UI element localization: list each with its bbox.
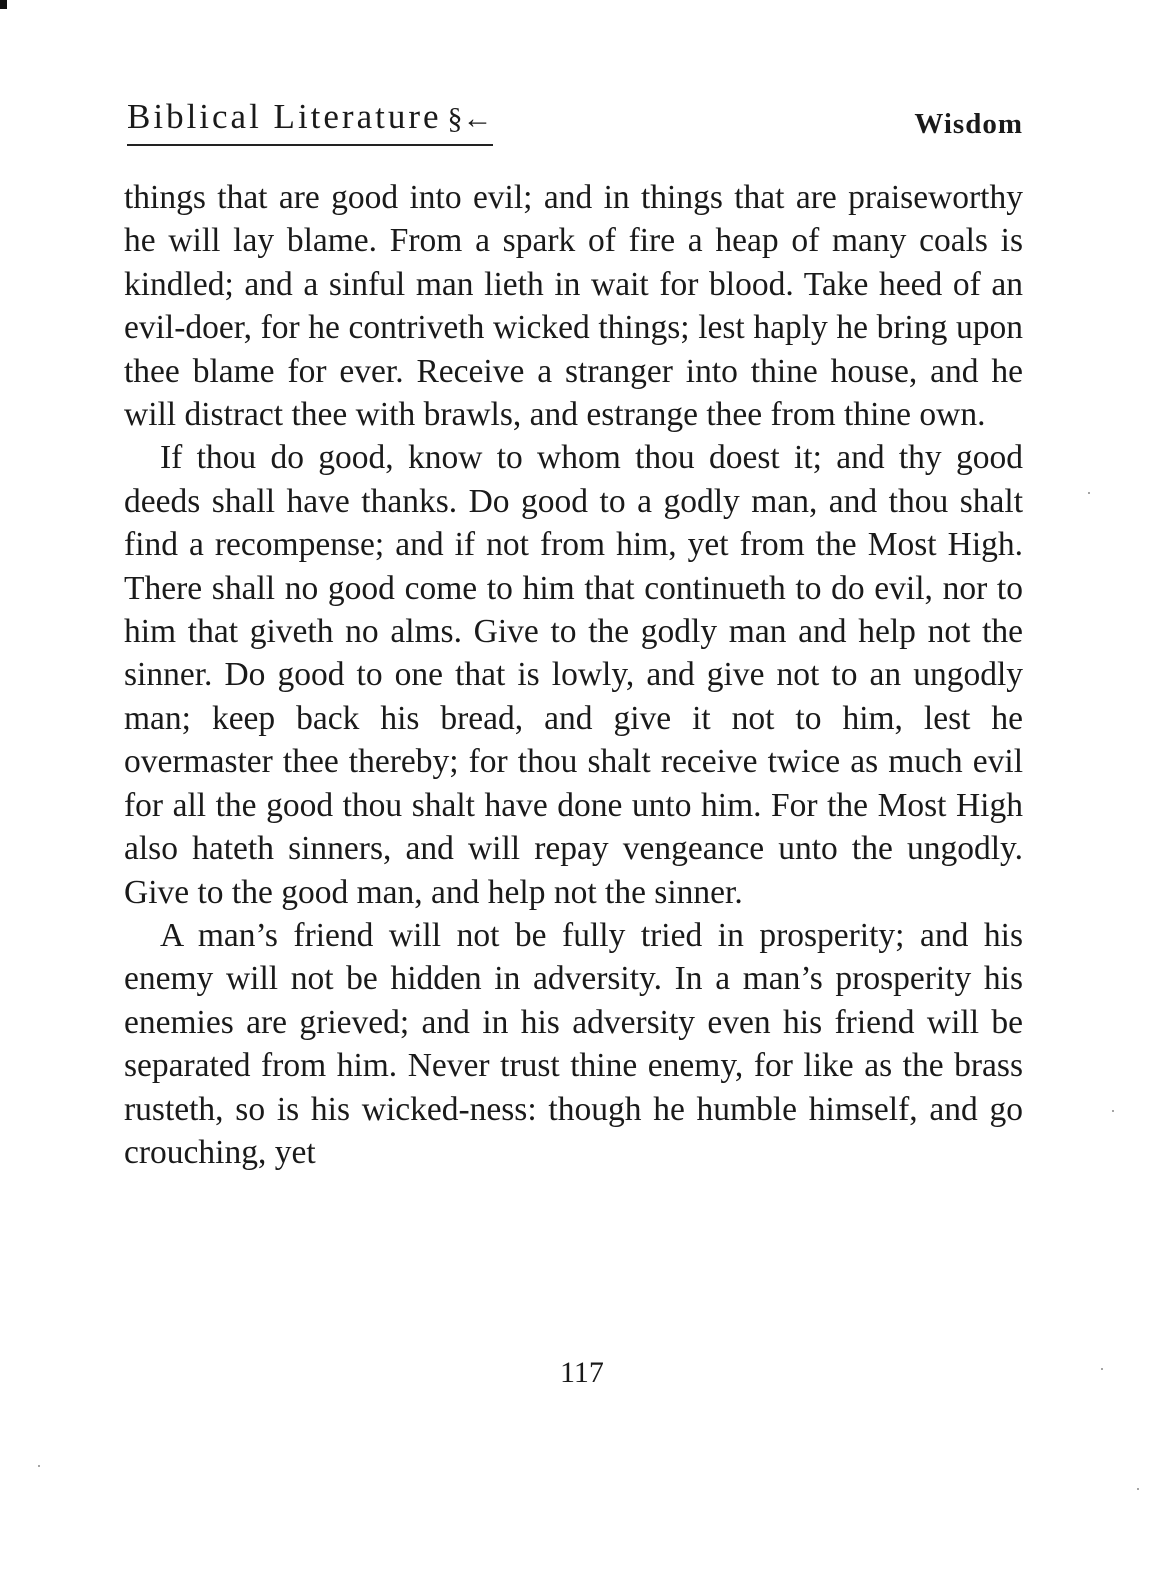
scan-corner-mark (0, 0, 7, 9)
scan-speck (1088, 492, 1090, 494)
running-title-text: Biblical Literature (127, 97, 442, 136)
paragraph: If thou do good, know to whom thou doest it; and thy good deeds shall have thanks. Do good to a godly man, and thou shalt find a recompense; and if not from him, yet from the Most High. There shall no good come to him that continueth to do evil, nor to him that giveth no alms. Give to the godly man and help not the sinner. Do good to one that is lowly, and give not to an ungodly man; keep back his bread, and give it not to him, lest he overmaster thee thereby; for thou shalt receive twice as much evil for all the good thou shalt have done unto him. For the Most High also hateth sinners, and will repay vengeance unto the ungodly. Give to the good man, and help not the sinner. (124, 439, 1023, 911)
paragraph-continued: things that are good into evil; and in things that are praiseworthy he will lay blame. From a spark of fire a heap of many coals is kindled; and a sinful man lieth in wait for blood. Take heed of an evil-doer, for he contriveth wicked things; lest haply he bring upon thee blame for ever. Receive a stranger into thine house, and he will distract thee with brawls, and estrange thee from thine own. (124, 179, 1023, 434)
section-title: Wisdom (914, 108, 1023, 140)
paragraph: A man’s friend will not be fully tried in prosperity; and his enemy will not be hidden in adversity. In a man’s prosperity his enemies are grieved; and in his adversity even his friend will be separated from him. Never trust thine enemy, for like as the brass rusteth, so is his wicked-ness: though he humble himself, and go crouching, yet (124, 916, 1023, 1171)
scan-speck (1112, 1110, 1114, 1112)
scan-speck (38, 1465, 40, 1467)
page-header (127, 96, 1023, 152)
ornament-icon: §← (447, 102, 493, 135)
page-number: 117 (560, 1356, 604, 1389)
body-text (124, 176, 1023, 1174)
running-title (127, 96, 493, 146)
scan-speck (1101, 1368, 1103, 1370)
scan-speck (1137, 1488, 1139, 1490)
